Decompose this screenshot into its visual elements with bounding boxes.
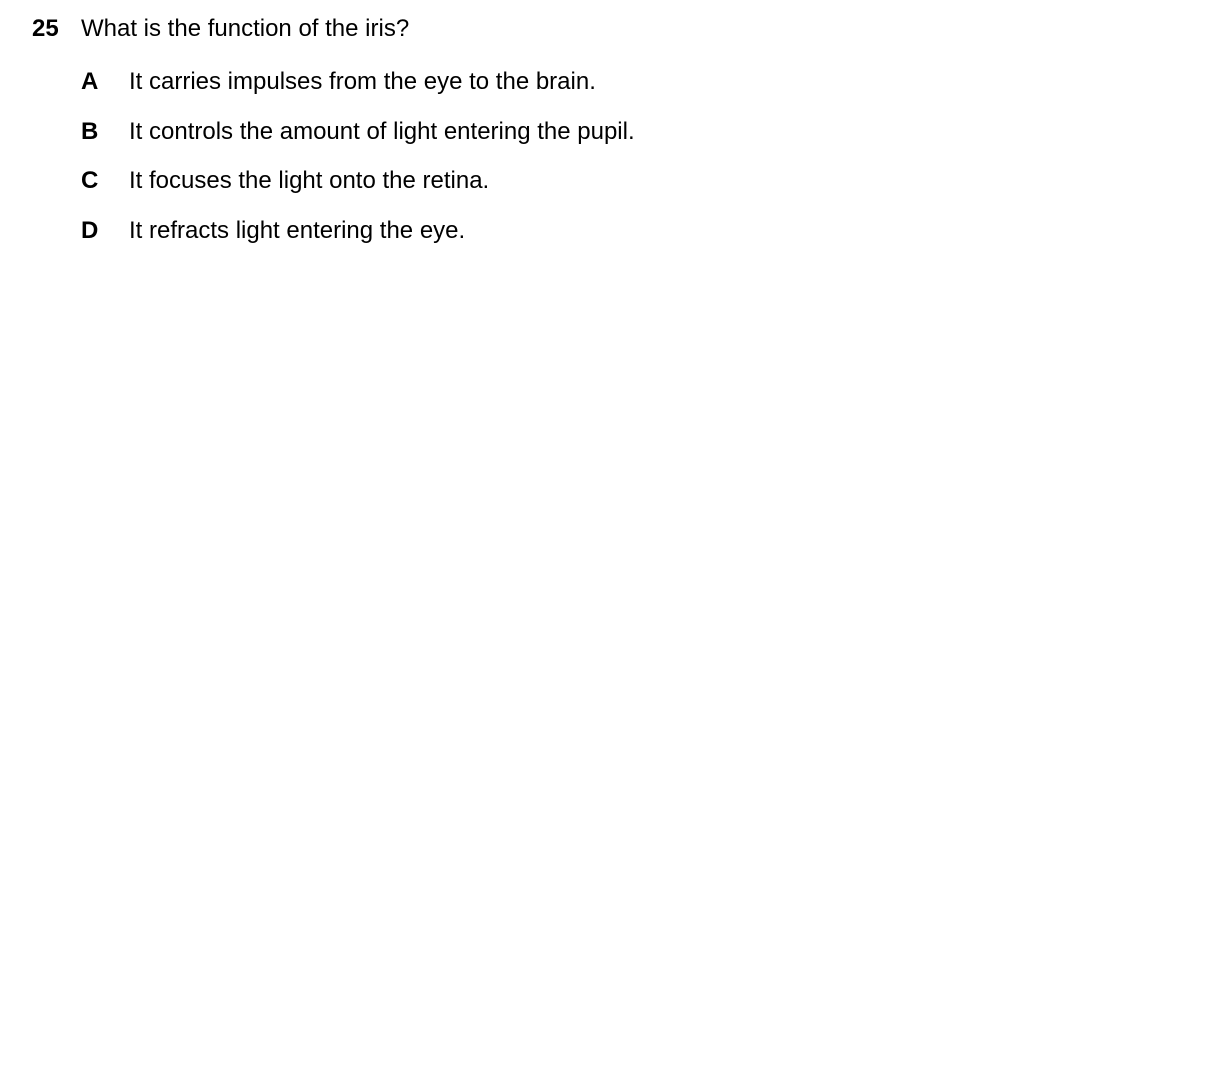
option-d[interactable] xyxy=(0,215,1209,247)
option-text: It focuses the light onto the retina. xyxy=(129,167,490,195)
option-text: It refracts light entering the eye. xyxy=(129,217,466,245)
option-text: It controls the amount of light entering the pupil. xyxy=(129,117,635,145)
option-b[interactable] xyxy=(0,116,1209,148)
option-letter: D xyxy=(81,217,99,245)
question-number: 25 xyxy=(32,15,59,42)
answer-options xyxy=(0,66,1209,265)
question-text: What is the function of the iris? xyxy=(81,15,410,42)
option-letter: B xyxy=(81,117,99,145)
option-letter: C xyxy=(81,167,99,195)
question-header xyxy=(0,13,1209,45)
option-letter: A xyxy=(81,68,99,95)
option-a[interactable] xyxy=(0,66,1209,98)
option-text: It carries impulses from the eye to the brain. xyxy=(129,68,596,95)
option-c[interactable] xyxy=(0,165,1209,197)
